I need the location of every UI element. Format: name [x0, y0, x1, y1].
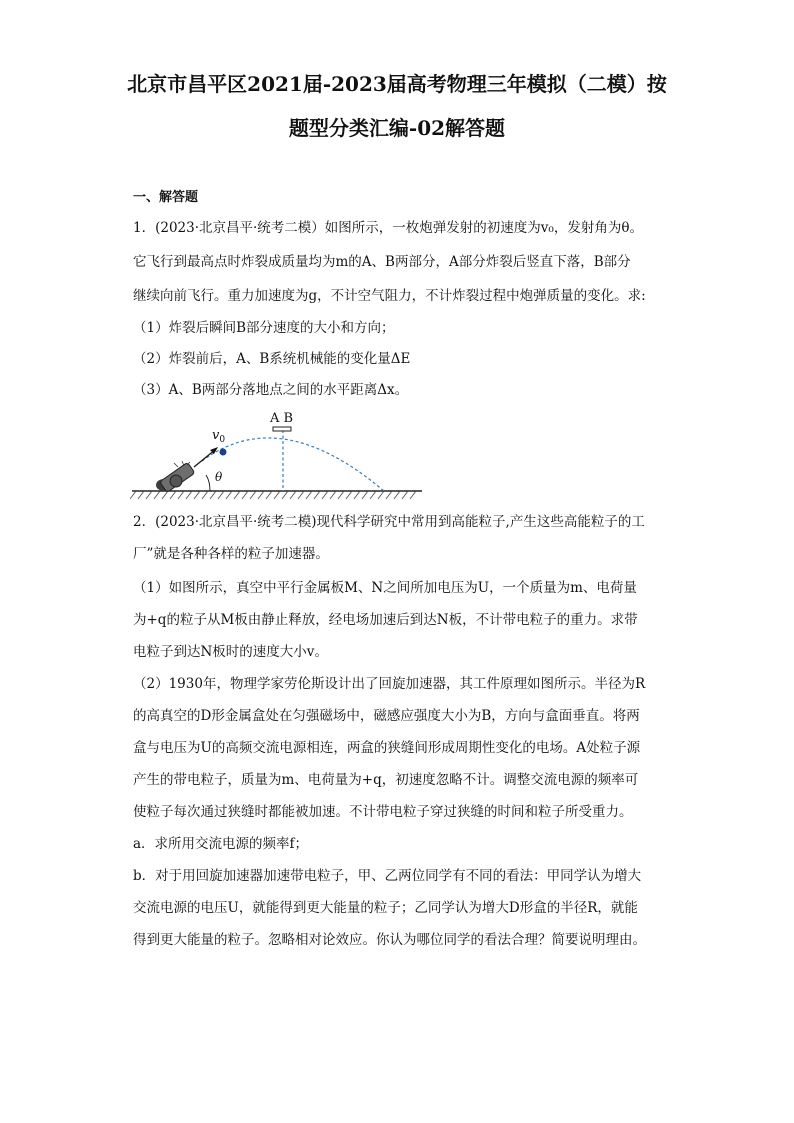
label-v0: $v_0$	[212, 428, 226, 445]
q2-part-2-line-3: 盒与电压为U的高频交流电源相连，两盒的狭缝间形成周期性变化的电场。A处粒子源	[133, 740, 641, 756]
q2-part-2-line-4: 产生的带电粒子，质量为m、电荷量为+q，初速度忽略不计。调整交流电源的频率可	[133, 772, 639, 788]
q2-part-2-line-2: 的高真空的D形金属盒处在匀强磁场中，磁感应强度大小为B，方向与盒面垂直。将两	[133, 708, 640, 724]
trajectory-arc	[202, 438, 384, 491]
document-title-line-2: 题型分类汇编-02解答题	[288, 116, 506, 140]
section-heading: 一、解答题	[133, 190, 199, 205]
q1-part-1: （1）炸裂后瞬间B部分速度的大小和方向；	[133, 320, 395, 336]
q2-part-a: a．求所用交流电源的频率f；	[133, 836, 309, 852]
q2-part-2-line-1: （2）1930年，物理学家劳伦斯设计出了回旋加速器，其工件原理如图所示。半径为R	[133, 676, 646, 692]
ground-hatching	[130, 491, 422, 499]
q2-part-b-line-3: 得到更大能量的粒子。忽略相对论效应。你认为哪位同学的看法合理？简要说明理由。	[133, 932, 646, 948]
q1-part-3: （3）A、B两部分落地点之间的水平距离Δx。	[133, 382, 409, 398]
cannon-icon	[156, 461, 195, 492]
q1-stem-line-3: 继续向前飞行。重力加速度为g，不计空气阻力，不计炸裂过程中炮弹质量的变化。求:	[133, 288, 646, 304]
q1-stem-line-1: 1．(2023·北京昌平·统考二模）如图所示，一枚炮弹发射的初速度为v₀，发射角为θ。	[133, 220, 643, 236]
q2-stem-line-1: 2．(2023·北京昌平·统考二模)现代科学研究中常用到高能粒子,产生这些高能粒子的工	[133, 514, 645, 530]
q2-part-2-line-5: 使粒子每次通过狭缝时都能被加速。不计带电粒子穿过狭缝的时间和粒子所受重力。	[133, 804, 633, 820]
angle-arc	[206, 475, 210, 491]
fragment-ab-marker	[273, 427, 291, 431]
q2-part-1-line-2: 为+q的粒子从M板由静止释放，经电场加速后到达N板，不计带电粒子的重力。求带	[133, 612, 638, 628]
label-ab: A B	[270, 411, 294, 426]
projectile-ball	[220, 449, 227, 456]
q1-stem-line-2: 它飞行到最高点时炸裂成质量均为m的A、B两部分，A部分炸裂后竖直下落，B部分	[133, 254, 631, 270]
label-theta: θ	[215, 470, 223, 484]
q1-part-2: （2）炸裂前后，A、B系统机械能的变化量ΔE	[133, 351, 411, 367]
q2-part-1-line-1: （1）如图所示，真空中平行金属板M、N之间所加电压为U，一个质量为m、电荷量	[133, 580, 637, 596]
q2-part-b-line-1: b．对于用回旋加速器加速带电粒子，甲、乙两位同学有不同的看法：甲同学认为增大	[133, 868, 642, 884]
q2-part-1-line-3: 电粒子到达N板时的速度大小v。	[133, 644, 328, 660]
q2-stem-line-2: 厂”就是各种各样的粒子加速器。	[133, 546, 329, 562]
projectile-trajectory-figure	[130, 405, 430, 500]
document-title-line-1: 北京市昌平区2021届-2023届高考物理三年模拟（二模）按	[127, 72, 667, 96]
q2-part-b-line-2: 交流电源的电压U，就能得到更大能量的粒子；乙同学认为增大D形盒的半径R，就能	[133, 900, 638, 916]
